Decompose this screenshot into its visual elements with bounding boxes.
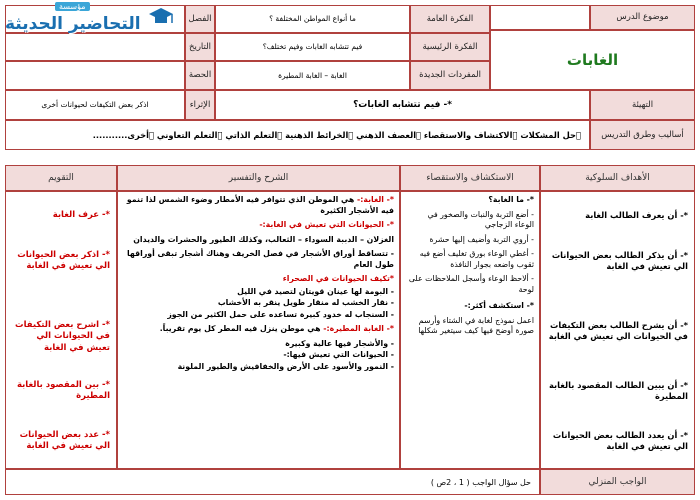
logo-line1: مؤسسة	[55, 2, 90, 11]
homework-label: الواجب المنزلي	[540, 469, 695, 495]
rainforest-fact-3: - النمور والأسود على الأرض والخفافيش والطيور الملونة	[177, 361, 394, 371]
intro-value: *- فيم تتشابه الغابات؟	[215, 90, 590, 120]
objectives-header: الأهداف السلوكية	[540, 165, 695, 191]
period-value	[5, 61, 185, 90]
evaluation-1: *- عرف الغابة	[52, 210, 110, 220]
topic-spacer	[490, 5, 590, 30]
general-idea-value: ما أنواع المواطن المختلفة ؟	[215, 5, 410, 33]
evaluation-column	[5, 191, 117, 469]
evaluation-5: *- عدد بعض الحيوانات الي تعيش في الغابة	[19, 430, 110, 452]
vocab-label: المفردات الجديدة	[410, 61, 490, 90]
evaluation-4: *- بين المقصود بالغابة المطيرة	[16, 380, 110, 402]
objective-1: *- أن يعرف الطالب الغابة	[585, 210, 688, 220]
rainforest-fact-1: - والأشجار فيها عالية وكبيرة	[285, 338, 394, 348]
evaluation-header: التقويم	[5, 165, 117, 191]
inquiry-step-2: - أروي التربة وأضيف إليها حشرة	[429, 234, 534, 244]
main-idea-value: فيم تتشابه الغابات وفيم تختلف؟	[215, 33, 410, 61]
inquiry-question-2: *- استكشف أكثر:-	[464, 301, 534, 311]
objectives-column	[540, 191, 695, 469]
inquiry-step-1: - أضع التربة والنبات والصخور في الوعاء الزجاجي	[427, 209, 534, 230]
methods-value: ⃝حل المشكلات ⃝الاكتشاف والاستقصاء ⃝العصف الذهني ⃝الخرائط الذهنية ⃝التعلم الذاتي ⃝التعلم التعاوني ⃝أخرى...........	[5, 120, 590, 150]
rainforest-definition: *- الغابة المطيرة:- هي موطن ينزل فيه المطر كل يوم تقريباً.	[159, 324, 394, 334]
topic-value: الغابات	[490, 30, 695, 90]
chapter-label: الفصل	[185, 5, 215, 33]
evaluation-3: *- اشرح بعض التكيفات في الحيوانات الي تعيش في الغابة	[15, 320, 110, 353]
explanation-column	[117, 191, 400, 469]
homework-value: حل سؤال الواجب ( 1 ، 2ص )	[5, 469, 540, 495]
rainforest-fact-2: - الحيوانات التي تعيش فيها:-	[283, 350, 394, 360]
forest-animals-heading: *- الحيوانات التي تعيش في الغابة:-	[259, 220, 394, 230]
logo-line2: التحاضير الحديثة	[5, 14, 141, 34]
graduation-cap-icon	[148, 6, 174, 28]
explanation-header: الشرح والتفسير	[117, 165, 400, 191]
adaptation-1: - البومة لها عينان قويتان لتصيد في الليل	[237, 286, 394, 296]
topic-label: موضوع الدرس	[590, 5, 695, 30]
adaptations-heading: *تكيف الحيوانات في الصحراء	[282, 274, 394, 284]
adaptation-3: - السنجاب له خدود كبيرة تساعده على حمل الكثير من الجوز	[167, 309, 394, 319]
forest-definition: *- الغابة:- هي الموطن الذي تتوافر فيه الأمطار وضوء الشمس لذا تنمو فيه الأشجار الكثيرة	[126, 195, 394, 215]
vocab-value: الغابة – الغابة المطيرة	[215, 61, 410, 90]
objective-4: *- أن يبين الطالب المقصود بالغابة المطيرة	[549, 380, 688, 402]
inquiry-question-1: *- ما الغابة؟	[488, 195, 534, 204]
inquiry-step-4: - ألاحظ الوعاء وأسجل الملاحظات على لوحة	[408, 274, 534, 294]
enrichment-value: اذكر بعض التكيفات لحيوانات أخرى	[5, 90, 185, 120]
leaves-fact: - تتساقط أوراق الأشجار في فصل الخريف وهناك أشجار تبقى أوراقها طول العام	[126, 249, 394, 269]
objective-2: *- أن يذكر الطالب بعض الحيوانات الي تعيش في الغابة	[551, 250, 688, 272]
date-label: التاريخ	[185, 33, 215, 61]
objective-5: *- أن يعدد الطالب بعض الحيوانات الي تعيش في الغابة	[552, 430, 688, 452]
inquiry-header: الاستكشاف والاستقصاء	[400, 165, 540, 191]
logo	[0, 0, 190, 45]
inquiry-column	[400, 191, 540, 469]
enrichment-label: الإثراء	[185, 90, 215, 120]
main-idea-label: الفكرة الرئيسية	[410, 33, 490, 61]
intro-label: التهيئة	[590, 90, 695, 120]
forest-animals-list: الغزلان – الدببة السوداء – الثعالب، وكذلك الطيور والحشرات والديدان	[133, 234, 394, 244]
adaptation-2: - نقار الخشب له منقار طويل ينقر به الأخشاب	[217, 298, 394, 308]
inquiry-step-3: - أغطي الوعاء بورق تغليف أضع فيه ثقوب واضعه بجوار النافذة	[419, 249, 534, 269]
evaluation-2: *- اذكر بعض الحيوانات الي تعيش في الغابة	[17, 250, 110, 272]
methods-label: أساليب وطرق التدريس	[590, 120, 695, 150]
period-label: الحصة	[185, 61, 215, 90]
objective-3: *- أن يشرح الطالب بعض التكيفات في الحيوانات الي تعيش في الغابة	[548, 320, 688, 342]
inquiry-activity: اعمل نموذج لغابة في الشتاء وأرسم صورة أوضح فيها كيف سيتغير شكلها	[418, 315, 534, 336]
general-idea-label: الفكرة العامة	[410, 5, 490, 33]
